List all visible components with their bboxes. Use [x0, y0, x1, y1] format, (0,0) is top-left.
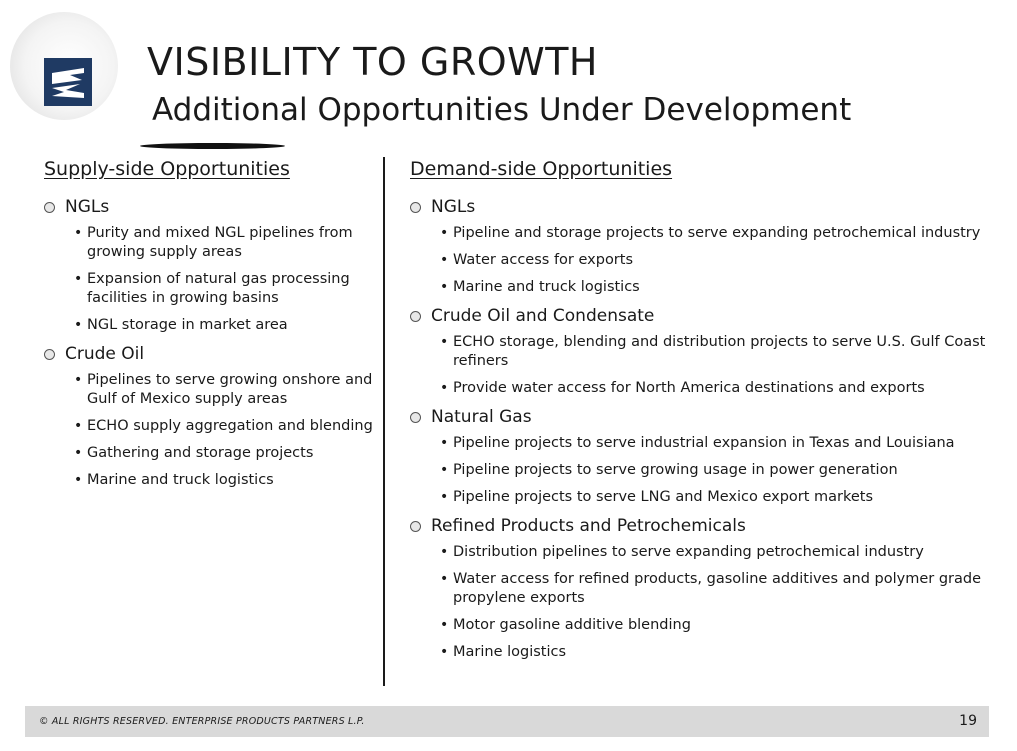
category-item — [410, 515, 990, 662]
circle-bullet-icon — [44, 349, 55, 360]
footer-bar — [25, 706, 989, 737]
category-label: NGLs — [431, 197, 476, 217]
list-item: • Water access for refined products, gasoline additives and polymer grade propylene exports — [410, 570, 990, 608]
list-item: • Water access for exports — [410, 251, 990, 270]
category-label: NGLs — [65, 197, 110, 217]
header-swoosh — [140, 143, 285, 149]
list-item: • ECHO supply aggregation and blending — [44, 417, 374, 436]
category-item — [410, 305, 990, 398]
circle-bullet-icon — [410, 521, 421, 532]
category-item — [410, 196, 990, 297]
list-item: • Gathering and storage projects — [44, 444, 374, 463]
category-item — [410, 406, 990, 507]
list-item: • Provide water access for North America destinations and exports — [410, 379, 990, 398]
supply-heading: Supply-side Opportunities — [44, 158, 290, 180]
circle-bullet-icon — [410, 202, 421, 213]
list-item: • Pipeline projects to serve growing usage in power generation — [410, 461, 990, 480]
list-item: • Marine and truck logistics — [44, 471, 374, 490]
list-item: • Distribution pipelines to serve expanding petrochemical industry — [410, 543, 990, 562]
list-item: • ECHO storage, blending and distribution projects to serve U.S. Gulf Coast refiners — [410, 333, 990, 371]
enterprise-logo-icon — [44, 58, 92, 106]
list-item: • Pipelines to serve growing onshore and Gulf of Mexico supply areas — [44, 371, 374, 409]
column-divider — [383, 157, 385, 686]
list-item: • NGL storage in market area — [44, 316, 374, 335]
category-label: Natural Gas — [431, 407, 532, 427]
demand-category-list — [410, 196, 990, 662]
copyright-text: © ALL RIGHTS RESERVED. ENTERPRISE PRODUCTS PARTNERS L.P. — [39, 716, 365, 727]
list-item: • Pipeline and storage projects to serve expanding petrochemical industry — [410, 224, 990, 243]
supply-category-list — [44, 196, 374, 490]
list-item: • Motor gasoline additive blending — [410, 616, 990, 635]
page-title: VISIBILITY TO GROWTH — [147, 40, 599, 84]
list-item: • Pipeline projects to serve LNG and Mexico export markets — [410, 488, 990, 507]
category-label: Crude Oil — [65, 344, 145, 364]
page-subtitle: Additional Opportunities Under Development — [152, 92, 852, 128]
category-item — [44, 196, 374, 335]
list-item: • Pipeline projects to serve industrial expansion in Texas and Louisiana — [410, 434, 990, 453]
circle-bullet-icon — [44, 202, 55, 213]
circle-bullet-icon — [410, 311, 421, 322]
demand-column — [410, 158, 990, 670]
supply-column — [44, 158, 374, 498]
category-label: Refined Products and Petrochemicals — [431, 516, 746, 536]
category-label: Crude Oil and Condensate — [431, 306, 655, 326]
demand-heading: Demand-side Opportunities — [410, 158, 673, 180]
list-item: • Expansion of natural gas processing facilities in growing basins — [44, 270, 374, 308]
page-number: 19 — [959, 713, 977, 729]
circle-bullet-icon — [410, 412, 421, 423]
list-item: • Marine and truck logistics — [410, 278, 990, 297]
list-item: • Purity and mixed NGL pipelines from growing supply areas — [44, 224, 374, 262]
list-item: • Marine logistics — [410, 643, 990, 662]
category-item — [44, 343, 374, 490]
